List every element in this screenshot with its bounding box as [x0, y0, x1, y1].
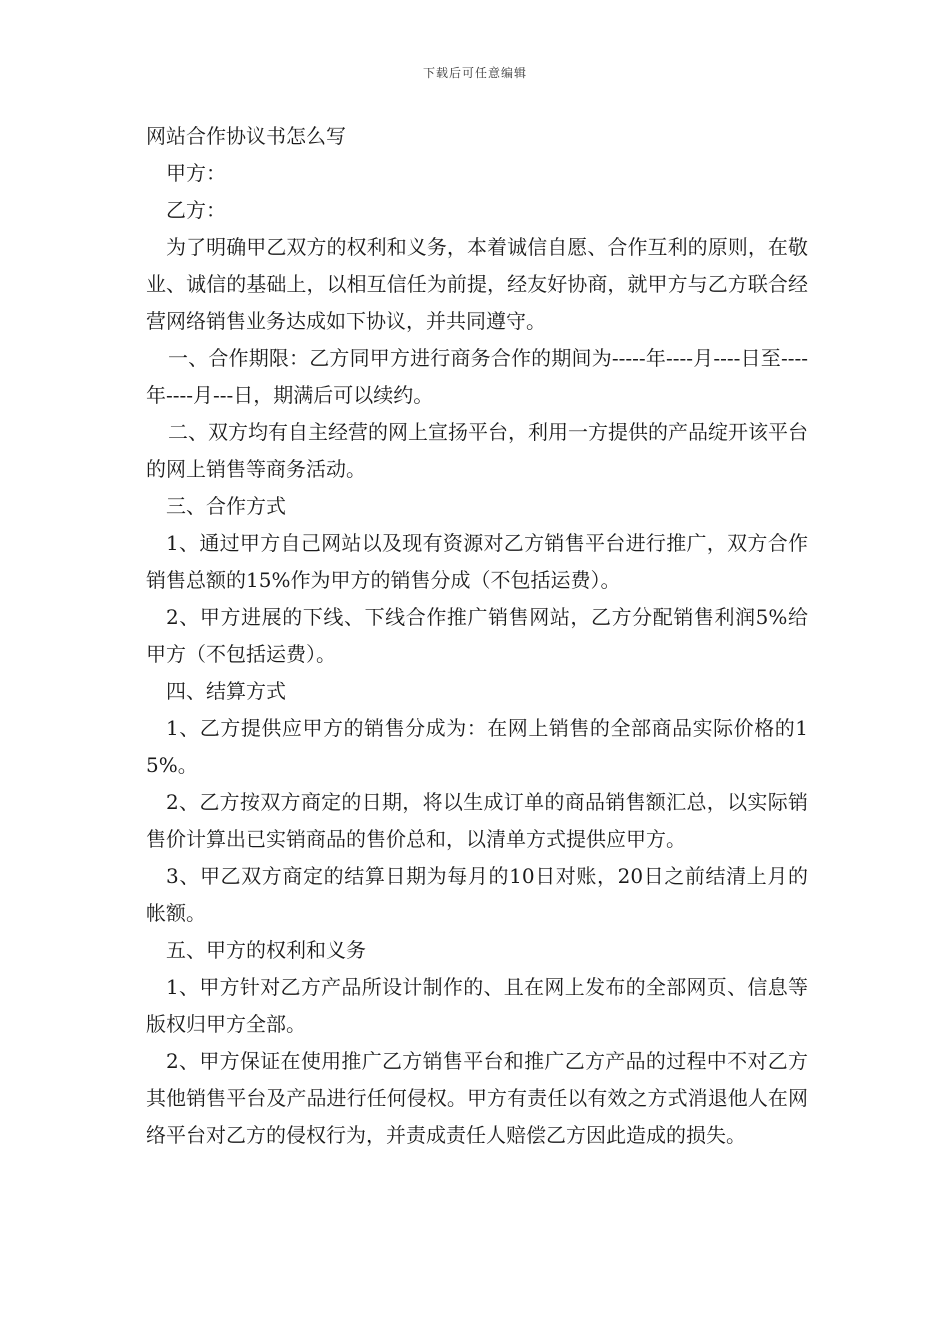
paragraph-settlement-1: 1、乙方提供应甲方的销售分成为：在网上销售的全部商品实际价格的15%。 [146, 716, 808, 777]
document-body [146, 118, 808, 1154]
paragraph-term: 一、合作期限：乙方同甲方进行商务合作的期间为-----年----月----日至----年----月---日，期满后可以续约。 [146, 346, 808, 407]
paragraph-cooperation-2: 2、甲方进展的下线、下线合作推广销售网站，乙方分配销售利润5%给甲方（不包括运费）。 [146, 605, 808, 666]
page-header-note: 下载后可任意编辑 [422, 66, 527, 80]
section-heading-cooperation: 三、合作方式 [166, 494, 286, 518]
party-b-line: 乙方： [166, 198, 226, 222]
party-a-line: 甲方： [166, 161, 226, 185]
paragraph-settlement-3: 3、甲乙双方商定的结算日期为每月的10日对账，20日之前结清上月的帐额。 [146, 864, 808, 925]
section-heading-settlement: 四、结算方式 [166, 679, 286, 703]
paragraph-party-a-rights-2: 2、甲方保证在使用推广乙方销售平台和推广乙方产品的过程中不对乙方其他销售平台及产品进行任何侵权。甲方有责任以有效之方式消退他人在网络平台对乙方的侵权行为，并责成责任人赔偿乙方因此造成的损失。 [146, 1049, 808, 1147]
section-heading-party-a-rights: 五、甲方的权利和义务 [166, 938, 366, 962]
paragraph-party-a-rights-1: 1、甲方针对乙方产品所设计制作的、且在网上发布的全部网页、信息等版权归甲方全部。 [146, 975, 808, 1036]
paragraph-cooperation-1: 1、通过甲方自己网站以及现有资源对乙方销售平台进行推广，双方合作销售总额的15%作为甲方的销售分成（不包括运费）。 [146, 531, 808, 592]
document-title: 网站合作协议书怎么写 [146, 124, 346, 148]
paragraph-settlement-2: 2、乙方按双方商定的日期，将以生成订单的商品销售额汇总，以实际销售价计算出已实销商品的售价总和，以清单方式提供应甲方。 [146, 790, 808, 851]
paragraph-preamble: 为了明确甲乙双方的权利和义务，本着诚信自愿、合作互利的原则，在敬业、诚信的基础上，以相互信任为前提，经友好协商，就甲方与乙方联合经营网络销售业务达成如下协议，并共同遵守。 [146, 235, 808, 333]
paragraph-platform: 二、双方均有自主经营的网上宣扬平台，利用一方提供的产品绽开该平台的网上销售等商务活动。 [146, 420, 808, 481]
